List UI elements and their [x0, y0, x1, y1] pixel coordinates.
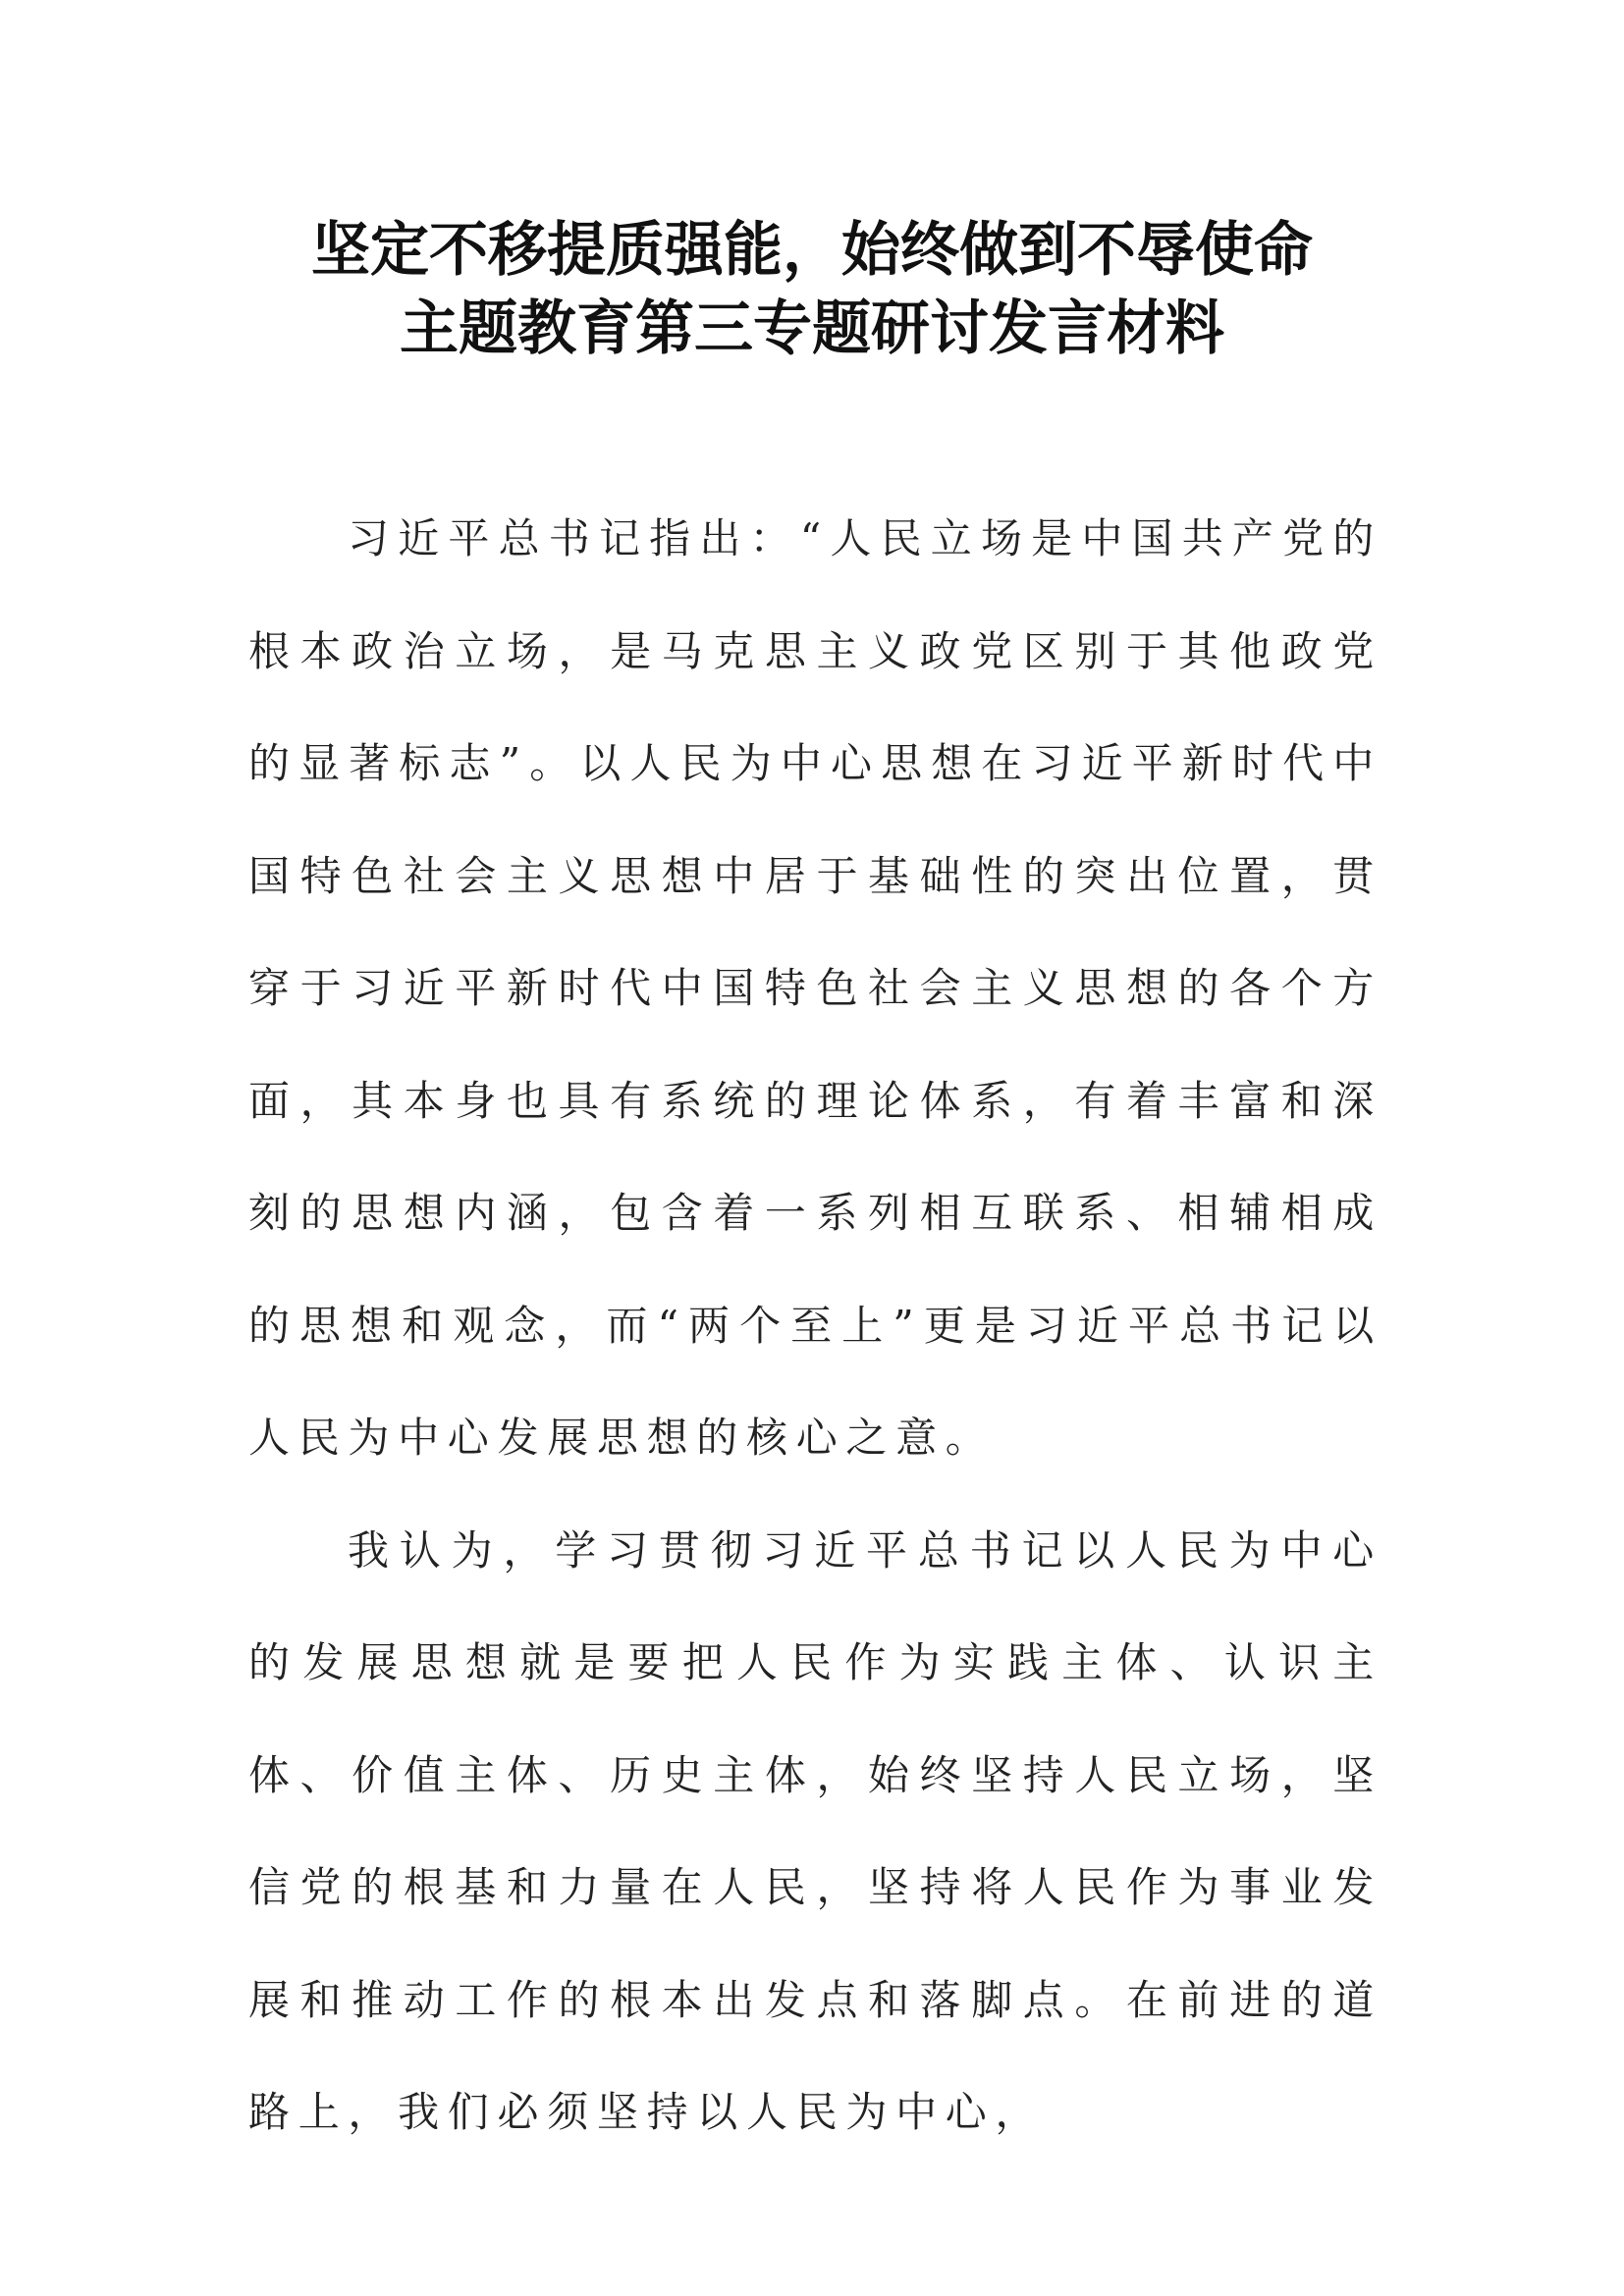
document-title	[0, 211, 1624, 368]
paragraph-1: 习近平总书记指出：“人民立场是中国共产党的根本政治立场，是马克思主义政党区别于其他政党的显著标志”。以人民为中心思想在习近平新时代中国特色社会主义思想中居于基础性的突出位置，贯穿于习近平新时代中国特色社会主义思想的各个方面，其本身也具有系统的理论体系，有着丰富和深刻的思想内涵，包含着一系列相互联系、相辅相成的思想和观念，而“两个至上”更是习近平总书记以人民为中心发展思想的核心之意。	[248, 514, 1382, 1462]
title-line-1: 坚定不移提质强能，始终做到不辱使命	[311, 216, 1313, 285]
paragraph-2: 我认为，学习贯彻习近平总书记以人民为中心的发展思想就是要把人民作为实践主体、认识主体、价值主体、历史主体，始终坚持人民立场，坚信党的根基和力量在人民，坚持将人民作为事业发展和推动工作的根本出发点和落脚点。在前进的道路上，我们必须坚持以人民为中心，	[248, 1525, 1382, 2136]
title-line-2: 主题教育第三专题研讨发言材料	[400, 294, 1224, 363]
document-body	[248, 483, 1382, 2169]
